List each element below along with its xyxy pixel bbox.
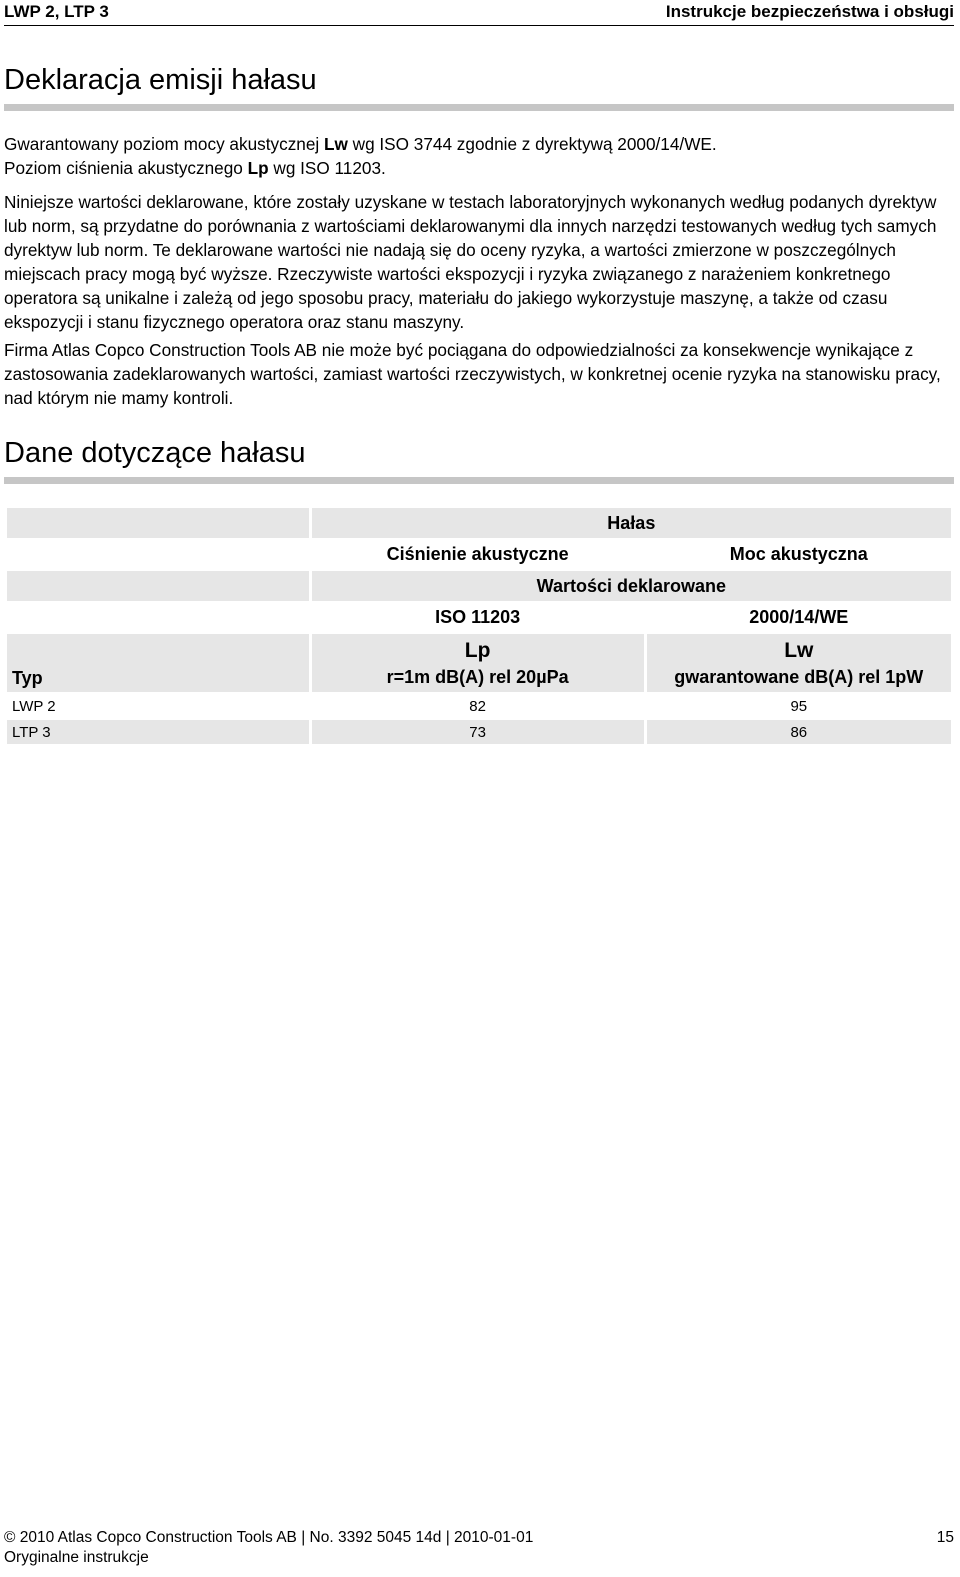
sound-power-header: Moc akustyczna xyxy=(729,544,868,564)
table-row xyxy=(7,694,951,718)
type-cell: LTP 3 xyxy=(7,720,309,744)
sound-pressure-standard-text: wg ISO 11203. xyxy=(268,158,386,178)
lw-value-cell: 86 xyxy=(647,720,951,744)
section-rule xyxy=(4,104,954,111)
pressure-standard-header: ISO 11203 xyxy=(435,607,521,627)
page-number: 15 xyxy=(936,1529,954,1546)
liability-paragraph: Firma Atlas Copco Construction Tools AB nie może być pociągana do odpowiedzialności za konsekwencje wynikające z zastosowania zadeklarowanych wartości, zamiast wartości rzeczywistych, w konkretnej ocenie ryzyka na stanowisku pracy, nad którym nie mamy kontroli. xyxy=(4,340,941,408)
original-instructions-text: Oryginalne instrukcje xyxy=(4,1549,149,1566)
noise-data-table xyxy=(4,506,954,746)
sound-power-standard-text: wg ISO 3744 zgodnie z dyrektywą 2000/14/WE. xyxy=(347,134,717,154)
table-header-row xyxy=(7,603,951,632)
lw-value-cell: 95 xyxy=(790,697,808,715)
table-empty-cell xyxy=(7,603,309,632)
power-standard-header: 2000/14/WE xyxy=(749,607,849,627)
table-empty-cell xyxy=(7,571,309,601)
type-header: Typ xyxy=(7,634,309,692)
declared-values-header: Wartości deklarowane xyxy=(312,571,951,601)
document-page xyxy=(4,0,954,1577)
table-row xyxy=(7,720,951,744)
lp-value-cell: 73 xyxy=(312,720,644,744)
product-name: LWP 2, LTP 3 xyxy=(4,2,109,21)
section-title-noise-declaration: Deklaracja emisji hałasu xyxy=(4,64,317,96)
page-header xyxy=(4,0,954,26)
table-header-row xyxy=(7,508,951,538)
sound-pressure-text: Poziom ciśnienia akustycznego xyxy=(4,158,248,178)
table-header-row xyxy=(7,634,951,692)
noise-header: Hałas xyxy=(312,508,951,538)
lw-symbol: Lw xyxy=(324,134,348,154)
section-rule xyxy=(4,477,954,484)
table-empty-cell xyxy=(7,508,309,538)
lp-symbol: Lp xyxy=(247,158,269,178)
lp-header xyxy=(312,634,644,692)
section-title-noise-data: Dane dotyczące hałasu xyxy=(4,437,306,469)
sound-pressure-line xyxy=(4,156,956,180)
table-empty-cell xyxy=(7,540,309,569)
page-footer xyxy=(4,1528,954,1568)
sound-power-line xyxy=(4,132,956,156)
declared-values-paragraph: Niniejsze wartości deklarowane, które zostały uzyskane w testach laboratoryjnych wykonanych według podanych dyrektyw lub norm, są przydatne do porównania z wartościami deklarowanymi dla innych narzędzi testowanych według tych samych dyrektyw lub norm. Te deklarowane wartości nie nadają się do oceny ryzyka, a wartości zmierzone w poszczególnych miejscach pracy mogą być wyższe. Rzeczywiste wartości ekspozycji i ryzyka związanego z narażeniem konkretnego operatora są unikalne i zależą od jego sposobu pracy, materiału do jakiego wykorzystuje maszynę, a także od czasu ekspozycji i stanu fizycznego operatora oraz stanu maszyny. xyxy=(4,192,937,332)
lp-value-cell: 82 xyxy=(469,697,486,715)
sound-power-text: Gwarantowany poziom mocy akustycznej xyxy=(4,134,325,154)
lw-header xyxy=(647,634,951,692)
lp-unit-label: r=1m dB(A) rel 20µPa xyxy=(386,667,569,687)
sound-pressure-header: Ciśnienie akustyczne xyxy=(386,544,569,564)
lw-unit-label: gwarantowane dB(A) rel 1pW xyxy=(674,667,924,687)
type-cell: LWP 2 xyxy=(12,697,56,715)
manual-title: Instrukcje bezpieczeństwa i obsługi xyxy=(665,2,954,21)
copyright-text: © 2010 Atlas Copco Construction Tools AB | No. 3392 5045 14d | 2010-01-01 xyxy=(4,1529,534,1546)
lw-symbol-label: Lw xyxy=(784,639,814,662)
table-header-row xyxy=(7,571,951,601)
table-header-row xyxy=(7,540,951,569)
lp-symbol-label: Lp xyxy=(464,639,491,662)
